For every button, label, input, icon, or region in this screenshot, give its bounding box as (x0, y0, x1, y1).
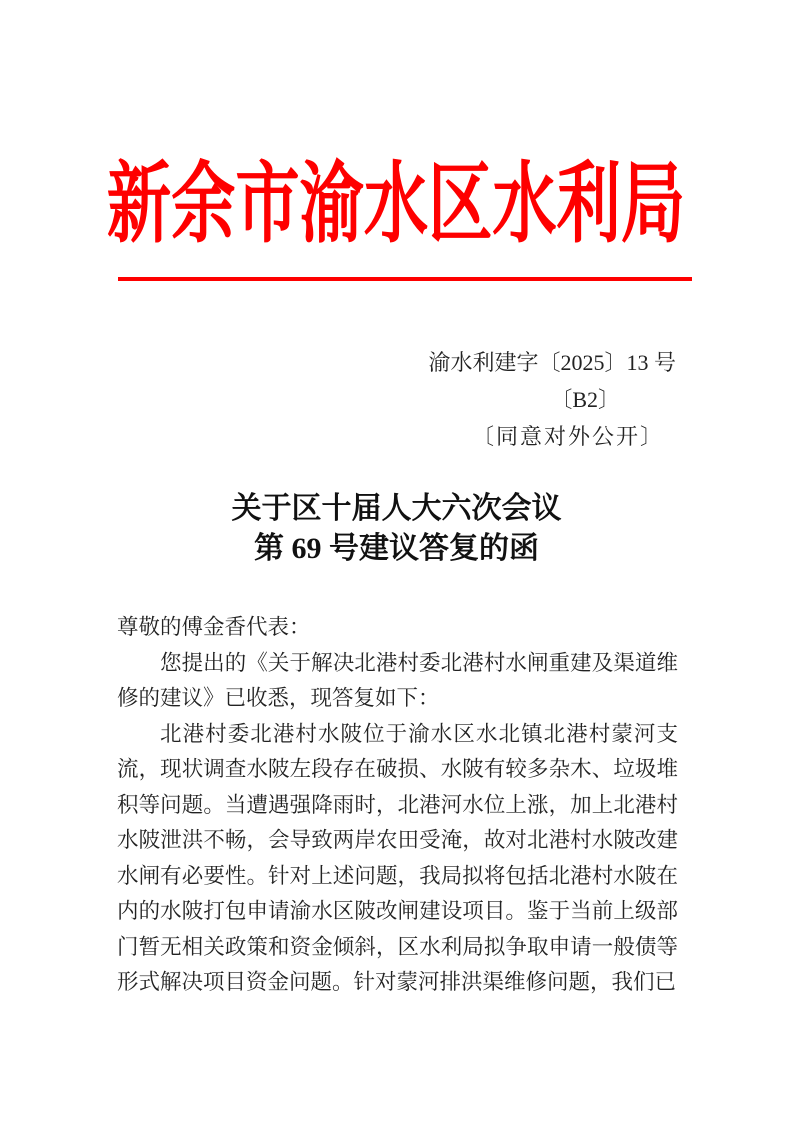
document-title-line-2: 第 69 号建议答复的函 (254, 532, 539, 565)
document-number: 渝水利建字〔2025〕13 号 (428, 350, 676, 375)
reference-block (428, 344, 676, 455)
body-paragraph: 您提出的《关于解决北港村委北港村水闸重建及渠道维修的建议》已收悉，现答复如下： (117, 650, 678, 710)
document-title-line-1: 关于区十届人大六次会议 (231, 492, 562, 525)
agency-name-text: 新余市渝水区水利局 (107, 157, 686, 254)
header-divider-line (118, 277, 692, 281)
disclosure-note: 〔同意对外公开〕 (471, 424, 664, 449)
salutation: 尊敬的傅金香代表： (117, 615, 311, 639)
document-title (0, 489, 793, 569)
reply-class-code: 〔B2〕 (550, 387, 620, 412)
document-body (117, 610, 678, 1001)
body-paragraph: 北港村委北港村水陂位于渝水区水北镇北港村蒙河支流，现状调查水陂左段存在破损、水陂有较多杂木、垃圾堆积等问题。当遭遇强降雨时，北港河水位上涨，加上北港村水陂泄洪不畅，会导致两岸农田受淹，故对北港村水陂改建水闸有必要性。针对上述问题，我局拟将包括北港村水陂在内的水陂打包申请渝水区陂改闸建设项目。鉴于当前上级部门暂无相关政策和资金倾斜，区水利局拟争取申请一般债等形式解决项目资金问题。针对蒙河排洪渠维修问题，我们已 (117, 721, 678, 994)
agency-name-header (0, 156, 793, 280)
